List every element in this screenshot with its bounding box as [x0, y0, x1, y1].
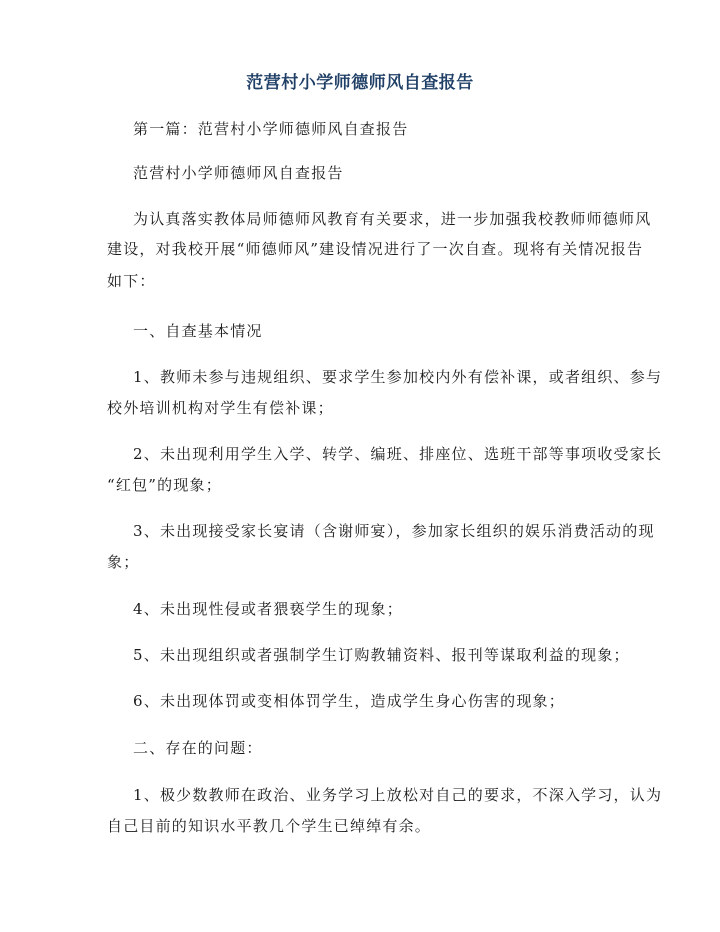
item-6: 6、未出现体罚或变相体罚学生，造成学生身心伤害的现象； — [133, 692, 565, 710]
item-1-line-1: 1、教师未参与违规组织、要求学生参加校内外有偿补课，或者组织、参与 — [133, 368, 663, 386]
document-title: 范营村小学师德师风自查报告 — [246, 73, 474, 93]
section-heading-basic: 一、自查基本情况 — [133, 322, 263, 340]
item-2-line-2: “红包”的现象； — [107, 476, 222, 494]
problem-1-line-2: 自己目前的知识水平教几个学生已绰绰有余。 — [107, 817, 432, 835]
item-2-line-1: 2、未出现利用学生入学、转学、编班、排座位、选班干部等事项收受家长 — [133, 445, 663, 463]
section-heading-problems: 二、存在的问题： — [133, 739, 263, 757]
intro-line-1: 为认真落实教体局师德师风教育有关要求，进一步加强我校教师师德师风 — [133, 210, 652, 228]
subtitle-report: 范营村小学师德师风自查报告 — [133, 164, 344, 182]
item-1-line-2: 校外培训机构对学生有偿补课； — [107, 399, 334, 417]
intro-line-3: 如下： — [107, 272, 156, 290]
item-3-line-2: 象； — [107, 553, 140, 571]
problem-1-line-1: 1、极少数教师在政治、业务学习上放松对自己的要求，不深入学习，认为 — [133, 786, 663, 804]
item-3-line-1: 3、未出现接受家长宴请（含谢师宴），参加家长组织的娱乐消费活动的现 — [133, 522, 655, 540]
item-5: 5、未出现组织或者强制学生订购教辅资料、报刊等谋取利益的现象； — [133, 646, 630, 664]
subtitle-first-part: 第一篇：范营村小学师德师风自查报告 — [133, 120, 409, 138]
item-4: 4、未出现性侵或者猥亵学生的现象； — [133, 600, 403, 618]
intro-line-2: 建设，对我校开展“师德师风”建设情况进行了一次自查。现将有关情况报告 — [107, 240, 644, 258]
